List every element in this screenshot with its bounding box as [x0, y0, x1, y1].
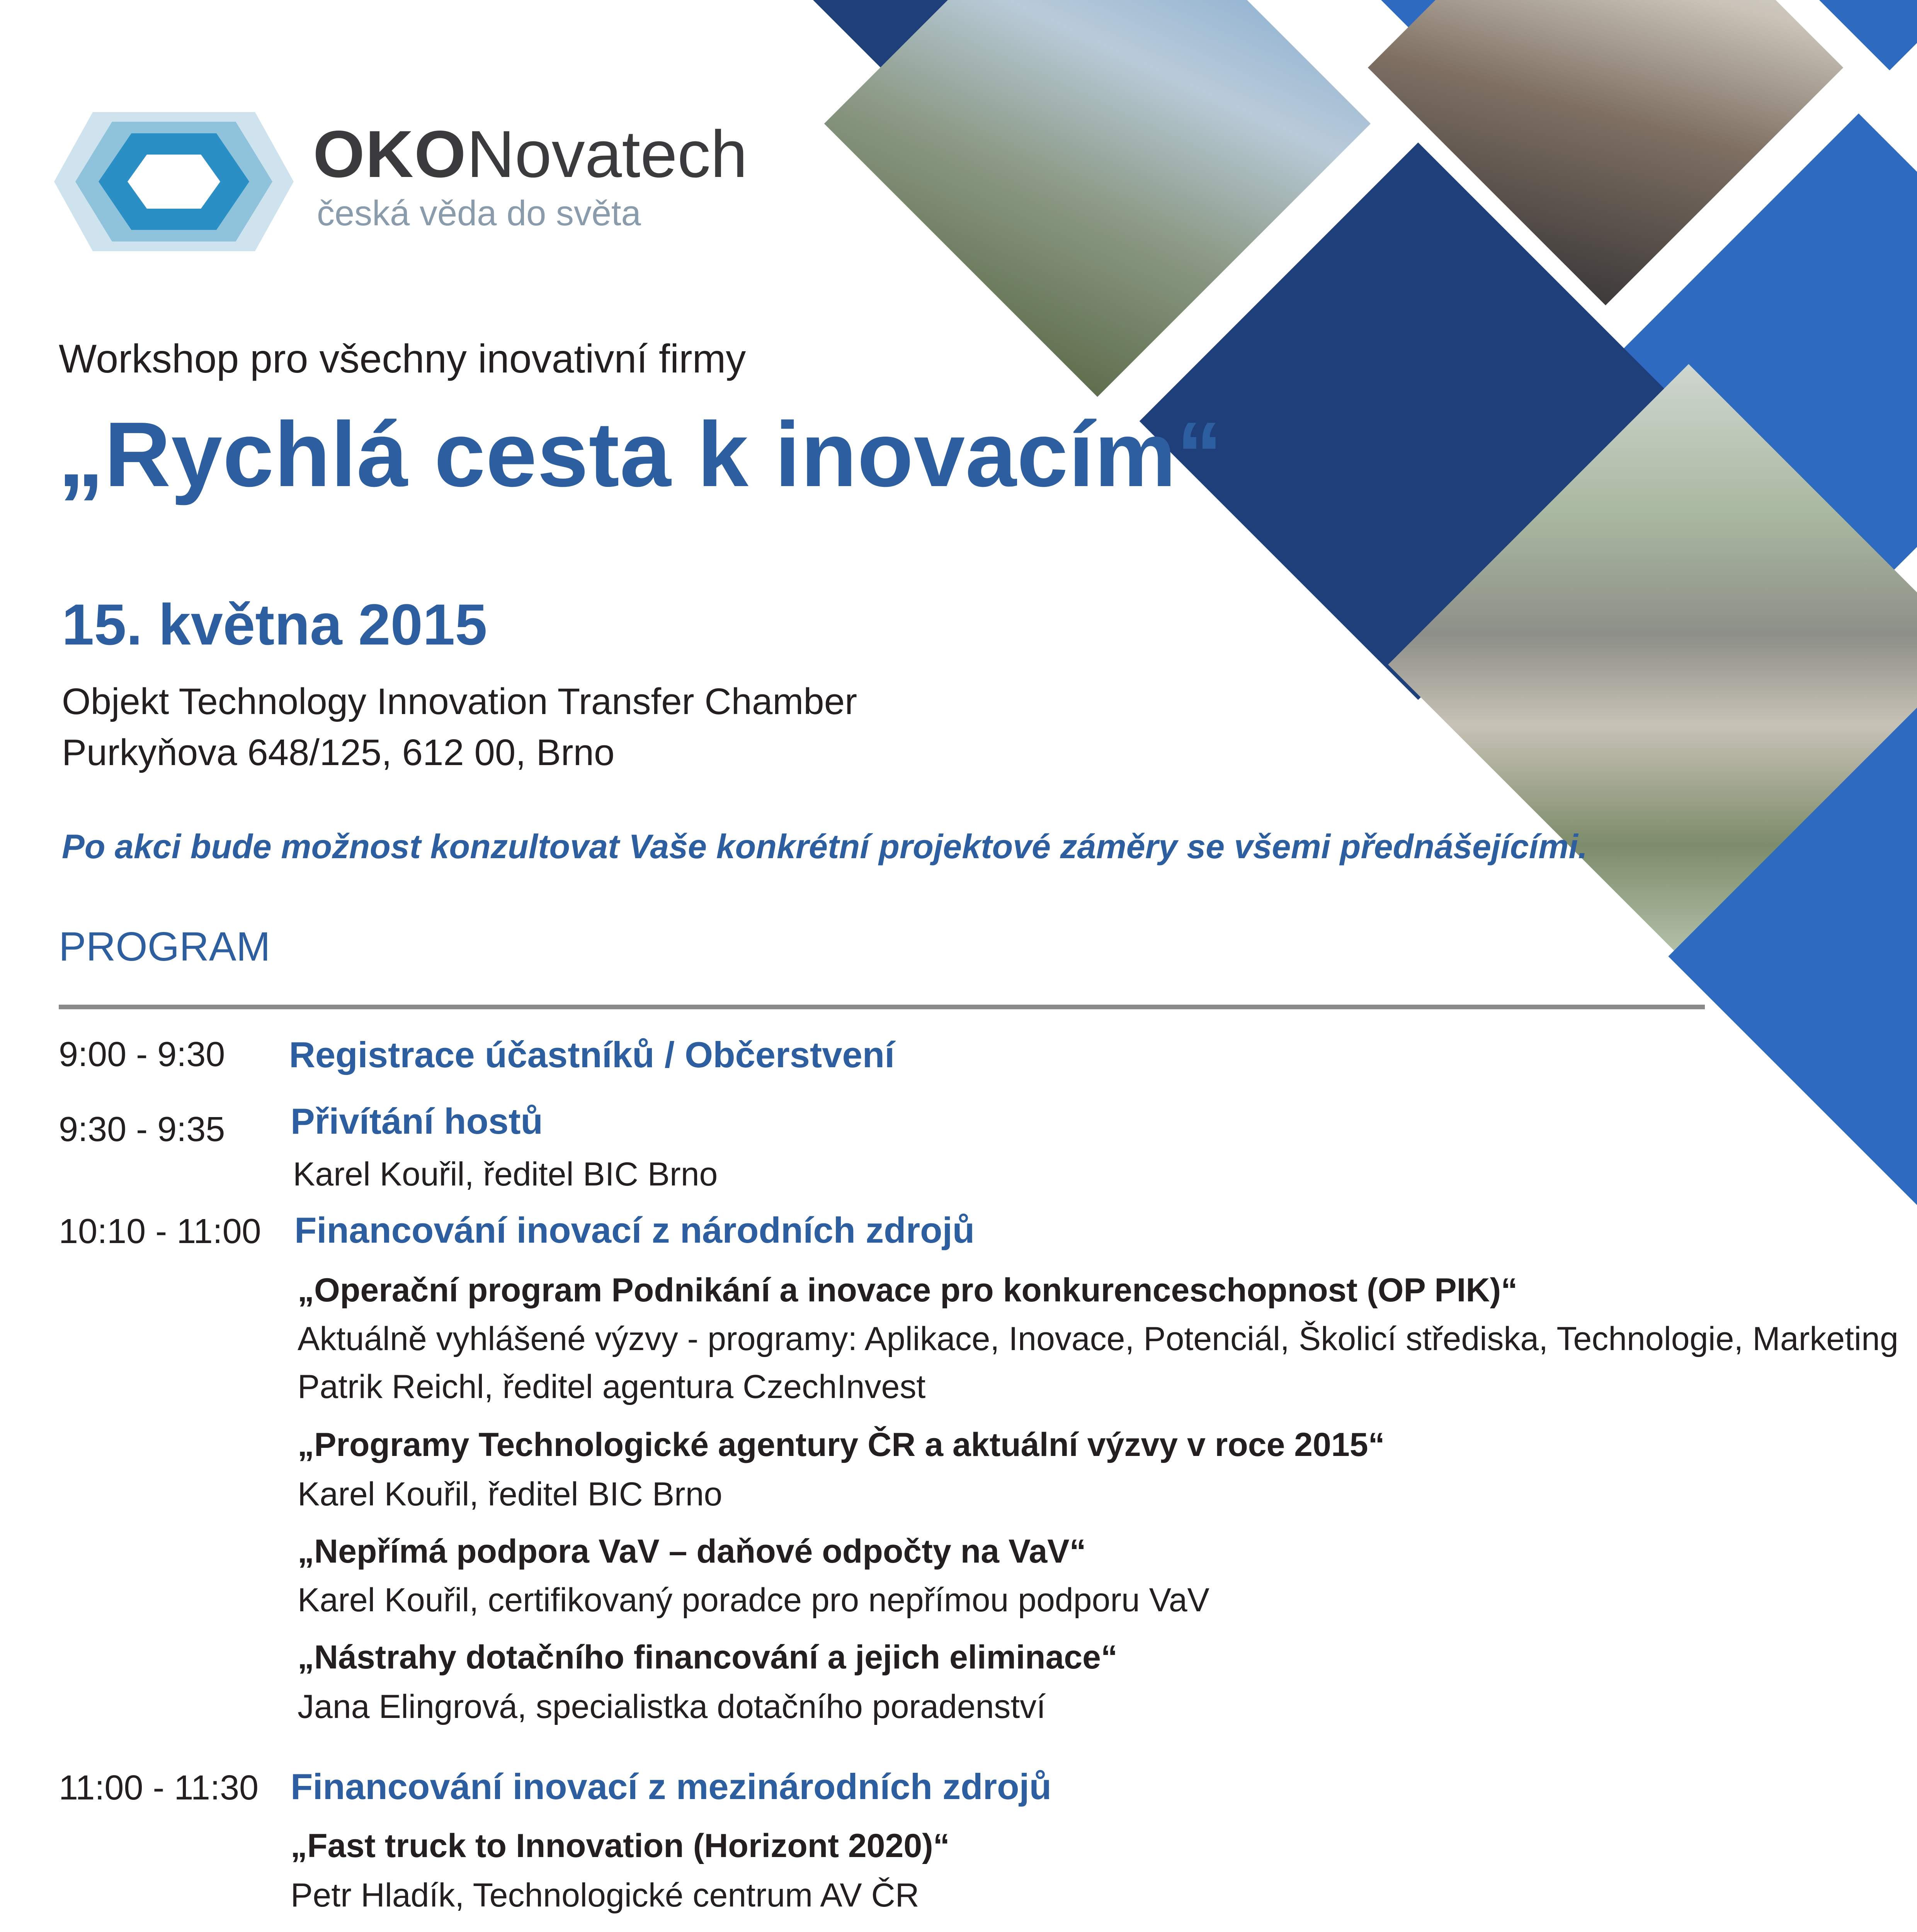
logo-tagline: česká věda do světa: [317, 194, 641, 233]
time-slot: 11:00 - 11:30: [59, 1769, 259, 1807]
consultation-note: Po akci bude možnost konzultovat Vaše konkrétní projektové záměry se všemi přednášejícími.: [62, 827, 1588, 866]
talk-speaker: Petr Hladík, Technologické centrum AV ČR: [291, 1877, 919, 1914]
talk-title: „Nepřímá podpora VaV – daňové odpočty na VaV“: [298, 1533, 1086, 1570]
logo-name-bold: OKO: [313, 117, 467, 191]
talk-speaker: Karel Kouřil, ředitel BIC Brno: [298, 1476, 723, 1513]
session-title: Financování inovací z národních zdrojů: [294, 1210, 975, 1250]
talk-title: „Operační program Podnikání a inovace pro konkurenceschopnost (OP PIK)“: [298, 1272, 1518, 1309]
talk-speaker: Jana Elingrová, specialistka dotačního poradenství: [298, 1688, 1046, 1725]
talk-title: „Nástrahy dotačního financování a jejich eliminace“: [298, 1639, 1118, 1676]
logo-name-light: Novatech: [466, 117, 748, 191]
session-title: Registrace účastníků / Občerstvení: [289, 1034, 895, 1075]
time-slot: 10:10 - 11:00: [59, 1212, 261, 1251]
event-date: 15. května 2015: [62, 592, 487, 657]
session-title: Přivítání hostů: [291, 1101, 543, 1141]
talk-title: „Fast truck to Innovation (Horizont 2020)“: [291, 1827, 950, 1864]
event-address: [62, 676, 857, 778]
logo-wordmark: [313, 116, 747, 192]
time-slot: 9:30 - 9:35: [59, 1110, 225, 1149]
workshop-intro: Workshop pro všechny inovativní firmy: [59, 337, 746, 381]
program-heading: PROGRAM: [59, 924, 270, 969]
talk-detail: Aktuálně vyhlášené výzvy - programy: Aplikace, Inovace, Potenciál, Školicí střediska, Technologie, Marketing: [298, 1320, 1898, 1357]
address-line-1: Objekt Technology Innovation Transfer Chamber: [62, 681, 857, 722]
program-divider: [59, 1005, 1705, 1009]
talk-speaker: Patrik Reichl, ředitel agentura CzechInvest: [298, 1368, 926, 1405]
address-line-2: Purkyňova 648/125, 612 00, Brno: [62, 732, 615, 773]
session-title: Financování inovací z mezinárodních zdrojů: [291, 1766, 1052, 1807]
page-title: „Rychlá cesta k inovacím“: [58, 403, 1223, 506]
talk-title: „Programy Technologické agentury ČR a aktuální výzvy v roce 2015“: [298, 1426, 1385, 1463]
session-speaker: Karel Kouřil, ředitel BIC Brno: [293, 1156, 718, 1193]
time-slot: 9:00 - 9:30: [59, 1035, 225, 1074]
talk-speaker: Karel Kouřil, certifikovaný poradce pro nepřímou podporu VaV: [298, 1582, 1209, 1619]
oko-logo-icon: [54, 112, 294, 251]
